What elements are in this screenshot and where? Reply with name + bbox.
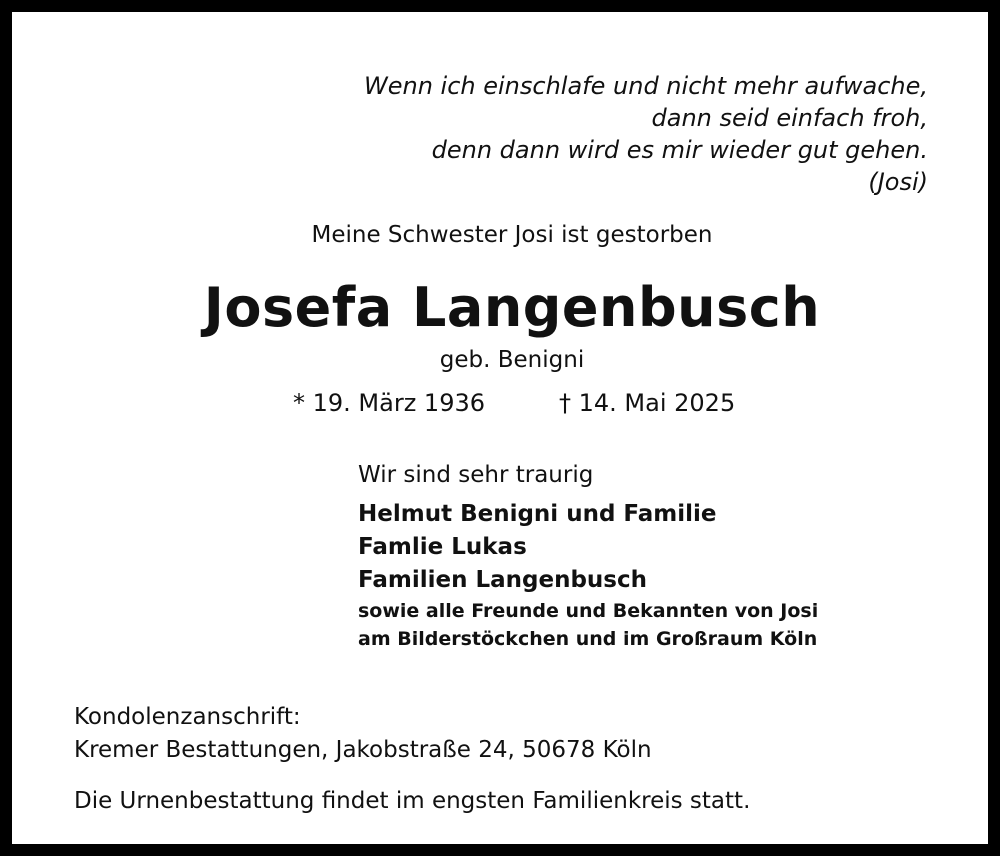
quote-author: (Josi)	[868, 168, 928, 196]
quote-line: Wenn ich einschlafe und nicht mehr aufwache,	[364, 72, 928, 100]
death-date: † 14. Mai 2025	[559, 389, 736, 417]
mourner-family: Familien Langenbusch	[358, 567, 648, 593]
birth-name: geb. Benigni	[439, 347, 585, 373]
mourners-intro: Wir sind sehr traurig	[358, 462, 594, 488]
mourner-family: Famlie Lukas	[358, 534, 527, 560]
announcement-intro: Meine Schwester Josi ist gestorben	[311, 222, 713, 248]
quote-line: denn dann wird es mir wieder gut gehen.	[431, 136, 928, 164]
quote-line: dann seid einfach froh,	[651, 104, 928, 132]
condolence-address: Kremer Bestattungen, Jakobstraße 24, 50678 Köln	[74, 737, 652, 763]
deceased-name: Josefa Langenbusch	[203, 276, 821, 339]
mourner-family: Helmut Benigni und Familie	[358, 501, 717, 527]
birth-date: * 19. März 1936	[293, 389, 486, 417]
memorial-quote	[364, 70, 928, 198]
condolence-label: Kondolenzanschrift:	[74, 704, 301, 730]
funeral-note: Die Urnenbestattung findet im engsten Familienkreis statt.	[74, 788, 751, 814]
mourner-others: am Bilderstöckchen und im Großraum Köln	[358, 628, 818, 650]
mourner-others: sowie alle Freunde und Bekannten von Josi	[358, 600, 819, 622]
